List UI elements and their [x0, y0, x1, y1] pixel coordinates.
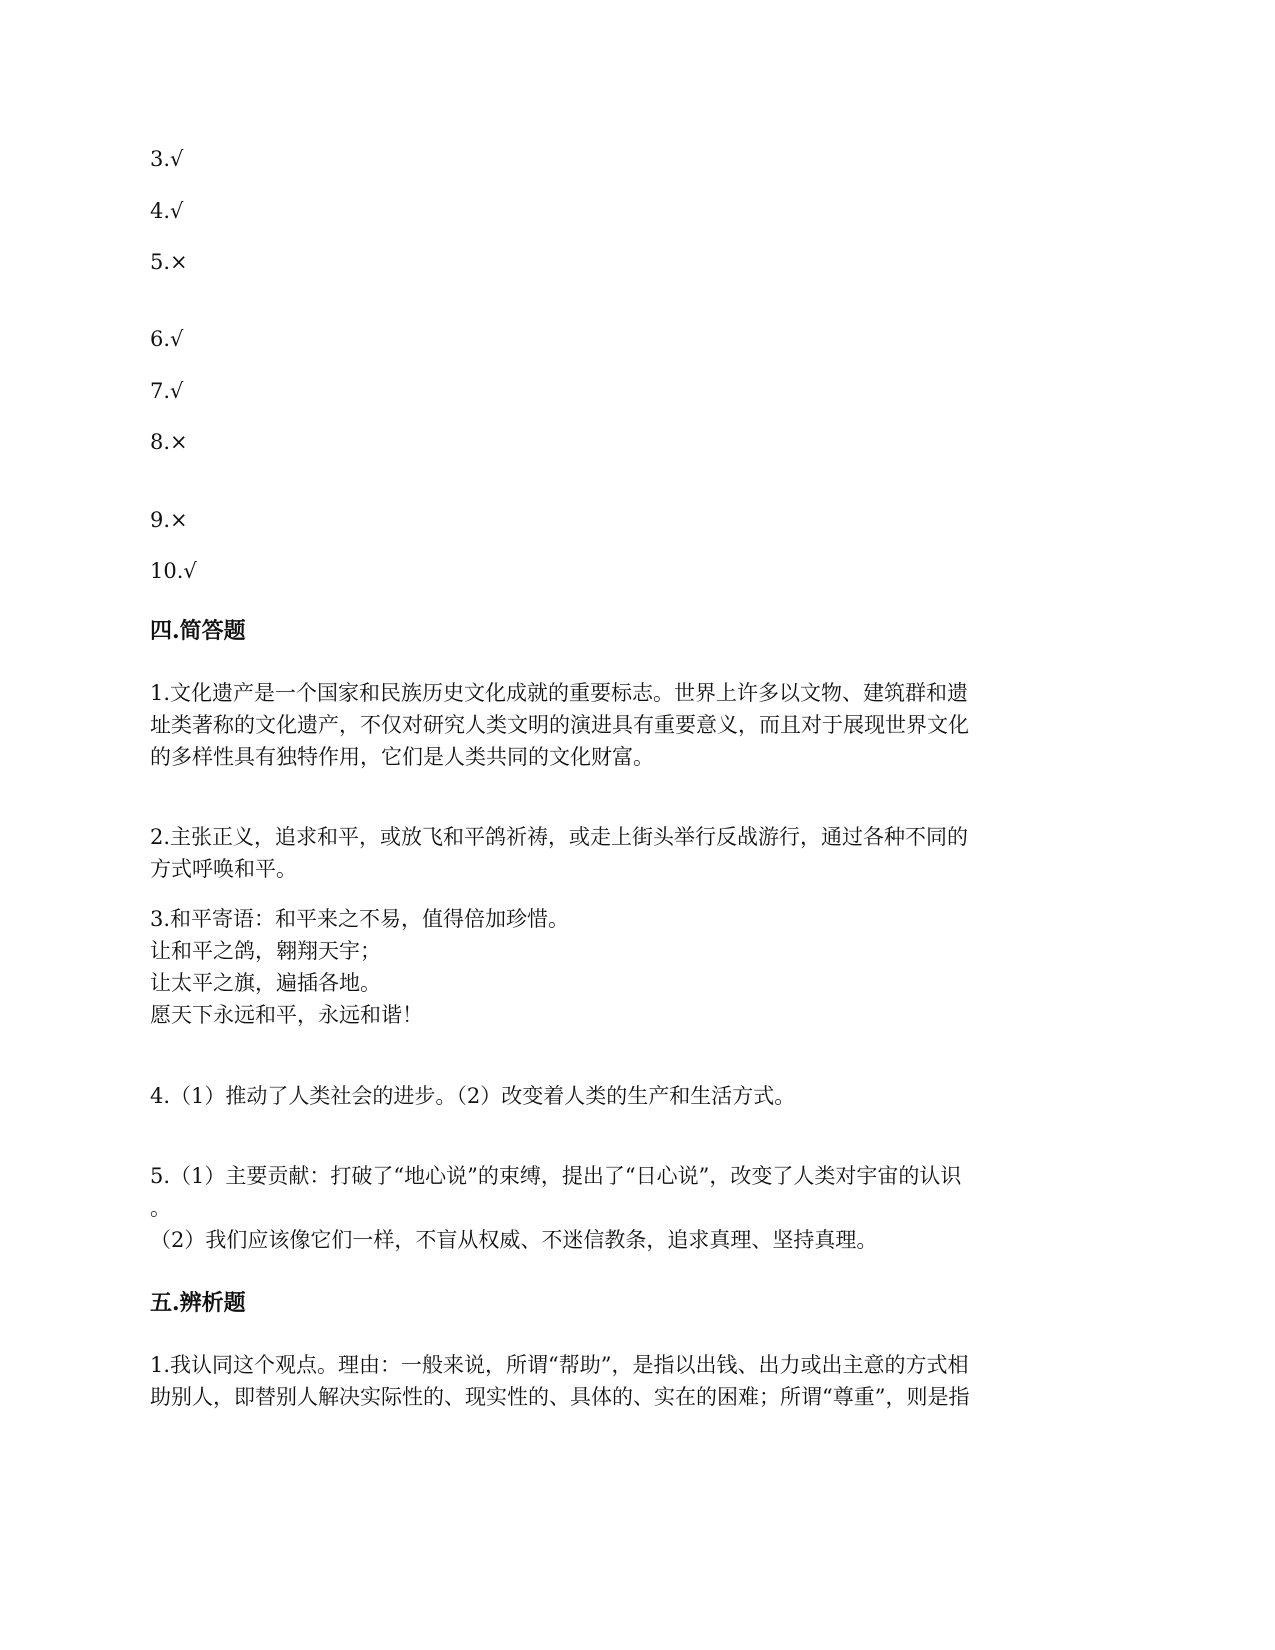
answer-line: 。	[150, 1196, 171, 1220]
answer-item: 8.×	[150, 430, 188, 454]
answer-item: 10.√	[150, 559, 197, 583]
answer-line: 3.和平寄语：和平来之不易，值得倍加珍惜。	[150, 907, 570, 931]
section-heading-short-answer: 四.简答题	[150, 618, 246, 644]
answer-line: 4.（1）推动了人类社会的进步。（2）改变着人类的生产和生活方式。	[150, 1084, 796, 1108]
answer-line: 的多样性具有独特作用，它们是人类共同的文化财富。	[150, 745, 654, 769]
answer-line: 让太平之旗，遍插各地。	[150, 971, 381, 995]
answer-item: 7.√	[150, 379, 184, 403]
answer-line: 1.文化遗产是一个国家和民族历史文化成就的重要标志。世界上许多以文物、建筑群和遗	[150, 681, 969, 705]
answer-line: 让和平之鸽，翱翔天宇；	[150, 939, 381, 963]
section-heading-analysis: 五.辨析题	[150, 1290, 246, 1316]
answer-line: 址类著称的文化遗产，不仅对研究人类文明的演进具有重要意义，而且对于展现世界文化	[150, 713, 969, 737]
answer-item: 9.×	[150, 508, 188, 532]
answer-item: 6.√	[150, 327, 184, 351]
answer-line: 方式呼唤和平。	[150, 857, 297, 881]
answer-line: 助别人，即替别人解决实际性的、现实性的、具体的、实在的困难；所谓“尊重”，则是指	[150, 1385, 970, 1409]
answer-item: 3.√	[150, 147, 184, 171]
answer-line: （2）我们应该像它们一样，不盲从权威、不迷信教条，追求真理、坚持真理。	[150, 1228, 878, 1252]
answer-line: 2.主张正义，追求和平，或放飞和平鸽祈祷，或走上街头举行反战游行，通过各种不同的	[150, 825, 969, 849]
answer-item: 4.√	[150, 199, 184, 223]
answer-item: 5.×	[150, 250, 188, 274]
answer-line: 5.（1）主要贡献：打破了“地心说”的束缚，提出了“日心说”，改变了人类对宇宙的认识	[150, 1164, 962, 1188]
answer-line: 愿天下永远和平，永远和谐！	[150, 1003, 423, 1027]
answer-line: 1.我认同这个观点。理由：一般来说，所谓“帮助”，是指以出钱、出力或出主意的方式相	[150, 1353, 969, 1377]
